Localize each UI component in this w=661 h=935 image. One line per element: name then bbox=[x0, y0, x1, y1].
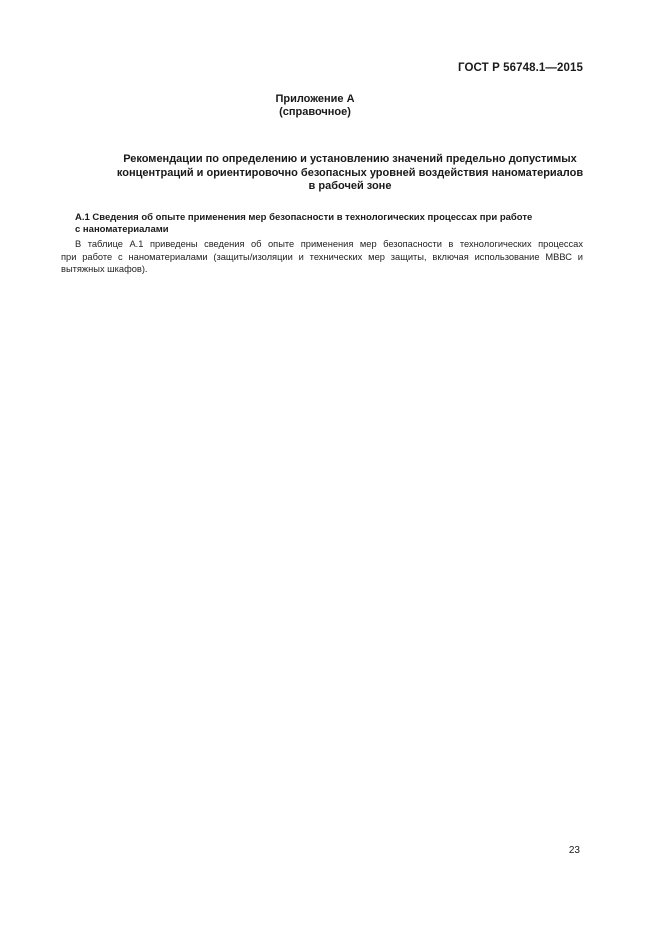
title-line: Рекомендации по определению и установлению значений предельно допустимых bbox=[123, 153, 577, 165]
section-paragraph bbox=[61, 238, 583, 276]
section-heading-line: А.1 Сведения об опыте применения мер безопасности в технологических процессах при работе bbox=[75, 212, 533, 223]
page-number: 23 bbox=[568, 845, 580, 856]
paragraph-line: В таблице А.1 приведены сведения об опыте применения мер безопасности в технологических процессах bbox=[75, 239, 583, 249]
document-code: ГОСТ Р 56748.1—2015 bbox=[458, 62, 583, 74]
section-heading bbox=[75, 212, 575, 236]
paragraph-line: при работе с наноматериалами (защиты/изоляции и технических мер защиты, включая использование МВВС и bbox=[61, 251, 583, 262]
section-heading-line: с наноматериалами bbox=[75, 224, 169, 235]
appendix-title bbox=[70, 153, 630, 194]
appendix-label: Приложение А bbox=[275, 93, 355, 105]
title-line: концентраций и ориентировочно безопасных уровней воздействия наноматериалов bbox=[116, 166, 584, 179]
title-line: в рабочей зоне bbox=[308, 180, 392, 192]
appendix-heading bbox=[0, 93, 630, 119]
appendix-kind: (справочное) bbox=[279, 106, 351, 118]
paragraph-line: вытяжных шкафов). bbox=[61, 264, 148, 275]
